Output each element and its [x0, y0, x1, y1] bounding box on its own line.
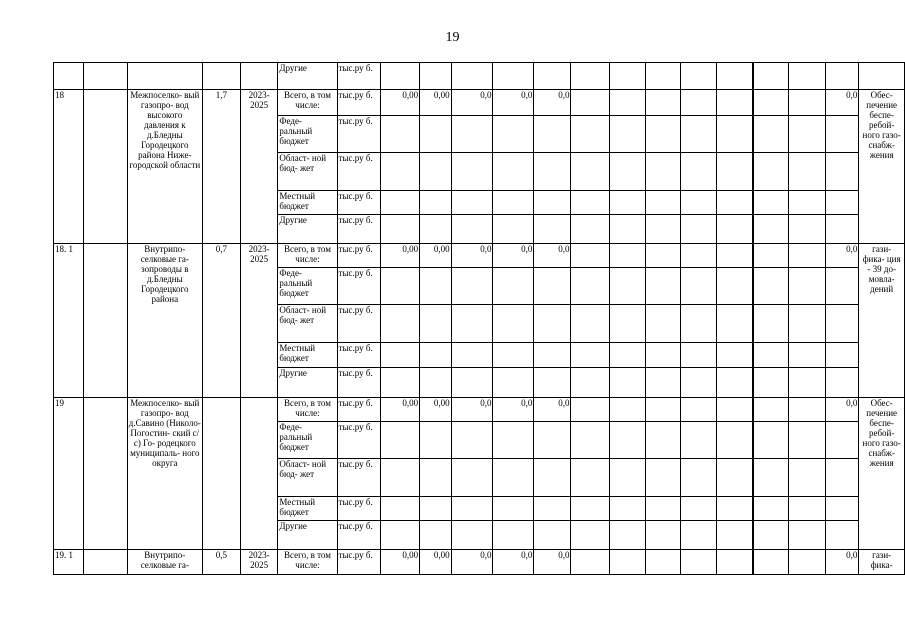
table-row [54, 90, 905, 116]
value-cell: 0,00 [420, 90, 451, 116]
unit-cell: тыс.ру б. [337, 497, 380, 521]
value-cell: 0,0 [451, 550, 493, 575]
project-number: 18 [54, 90, 84, 244]
category-federal: Феде- ральный бюджет [278, 268, 337, 305]
project-years: 2023- 2025 [240, 550, 277, 575]
category-total: Всего, в том числе: [278, 398, 337, 422]
unit-cell: тыс.ру б. [337, 244, 380, 268]
unit-cell: тыс.ру б. [337, 521, 380, 550]
value-cell: 0,0 [826, 550, 859, 575]
value-cell: 0,00 [380, 90, 419, 116]
value-cell: 0,0 [493, 90, 534, 116]
unit-cell: тыс.ру б. [337, 116, 380, 153]
value-cell: 0,0 [451, 90, 493, 116]
unit-cell: тыс.ру б. [337, 268, 380, 305]
table-row [54, 550, 905, 575]
unit-cell: тыс.ру б. [337, 305, 380, 343]
category-federal: Феде- ральный бюджет [278, 422, 337, 459]
value-cell: 0,0 [534, 244, 571, 268]
project-years [240, 398, 277, 550]
value-cell: 0,0 [493, 398, 534, 422]
table-row [54, 398, 905, 422]
unit-cell: тыс.ру б. [337, 153, 380, 191]
project-number: 19. 1 [54, 550, 84, 575]
project-number: 19 [54, 398, 84, 550]
category-local: Местный бюджет [278, 497, 337, 521]
project-length [202, 398, 240, 550]
unit-cell: тыс.ру б. [337, 459, 380, 497]
value-cell: 0,00 [380, 398, 419, 422]
category-total: Всего, в том числе: [278, 90, 337, 116]
project-name: Межпоселко- вый газопро- вод высокого давления к д.Бледны Городецкого района Ниже- городской области [127, 90, 202, 244]
value-cell: 0,0 [826, 244, 859, 268]
project-result: Обес- печение беспе- ребой- ного газо- снабж- жения [859, 398, 905, 550]
table-row [54, 63, 905, 90]
page-number: 19 [445, 30, 460, 45]
project-name: Межпоселко- вый газопро- вод д.Савино (Николо- Погостин- ский с/с) Го- родецкого муниципаль- ного округа [127, 398, 202, 550]
unit-cell: тыс.ру б. [337, 368, 380, 398]
category-total: Всего, в том числе: [278, 244, 337, 268]
category-total: Всего, в том числе: [278, 550, 337, 575]
unit-cell: тыс.ру б. [337, 343, 380, 368]
value-cell: 0,00 [420, 398, 451, 422]
category-regional: Област- ной бюд- жет [278, 305, 337, 343]
category-other: Другие [278, 63, 337, 90]
value-cell: 0,00 [420, 550, 451, 575]
value-cell: 0,0 [451, 244, 493, 268]
category-other: Другие [278, 215, 337, 244]
project-number: 18. 1 [54, 244, 84, 398]
value-cell: 0,0 [534, 90, 571, 116]
category-local: Местный бюджет [278, 343, 337, 368]
value-cell: 0,0 [826, 398, 859, 422]
unit-cell: тыс.ру б. [337, 550, 380, 575]
value-cell: 0,0 [534, 550, 571, 575]
category-regional: Област- ной бюд- жет [278, 459, 337, 497]
unit-cell: тыс.ру б. [337, 63, 380, 90]
project-length: 0,7 [202, 244, 240, 398]
value-cell: 0,00 [380, 550, 419, 575]
project-length: 1,7 [202, 90, 240, 244]
category-other: Другие [278, 368, 337, 398]
value-cell: 0,0 [451, 398, 493, 422]
unit-cell: тыс.ру б. [337, 215, 380, 244]
category-federal: Феде- ральный бюджет [278, 116, 337, 153]
project-result: Обес- печение беспе- ребой- ного газо- снабж- жения [859, 90, 905, 244]
project-name: Внутрипо- селковые га- [127, 550, 202, 575]
unit-cell: тыс.ру б. [337, 90, 380, 116]
project-name: Внутрипо- селковые га- зопроводы в д.Бледны Городецкого района [127, 244, 202, 398]
value-cell: 0,0 [534, 398, 571, 422]
value-cell: 0,0 [493, 244, 534, 268]
unit-cell: тыс.ру б. [337, 191, 380, 215]
project-length: 0,5 [202, 550, 240, 575]
project-years: 2023- 2025 [240, 90, 277, 244]
project-result: гази- фика- ция - 39 до- мовла- дений [859, 244, 905, 398]
category-local: Местный бюджет [278, 191, 337, 215]
project-result: гази- фика- [859, 550, 905, 575]
value-cell: 0,00 [420, 244, 451, 268]
value-cell: 0,0 [826, 90, 859, 116]
budget-table [53, 62, 905, 575]
unit-cell: тыс.ру б. [337, 398, 380, 422]
unit-cell: тыс.ру б. [337, 422, 380, 459]
table-row [54, 244, 905, 268]
category-regional: Област- ной бюд- жет [278, 153, 337, 191]
category-other: Другие [278, 521, 337, 550]
value-cell: 0,0 [493, 550, 534, 575]
project-years: 2023- 2025 [240, 244, 277, 398]
value-cell: 0,00 [380, 244, 419, 268]
